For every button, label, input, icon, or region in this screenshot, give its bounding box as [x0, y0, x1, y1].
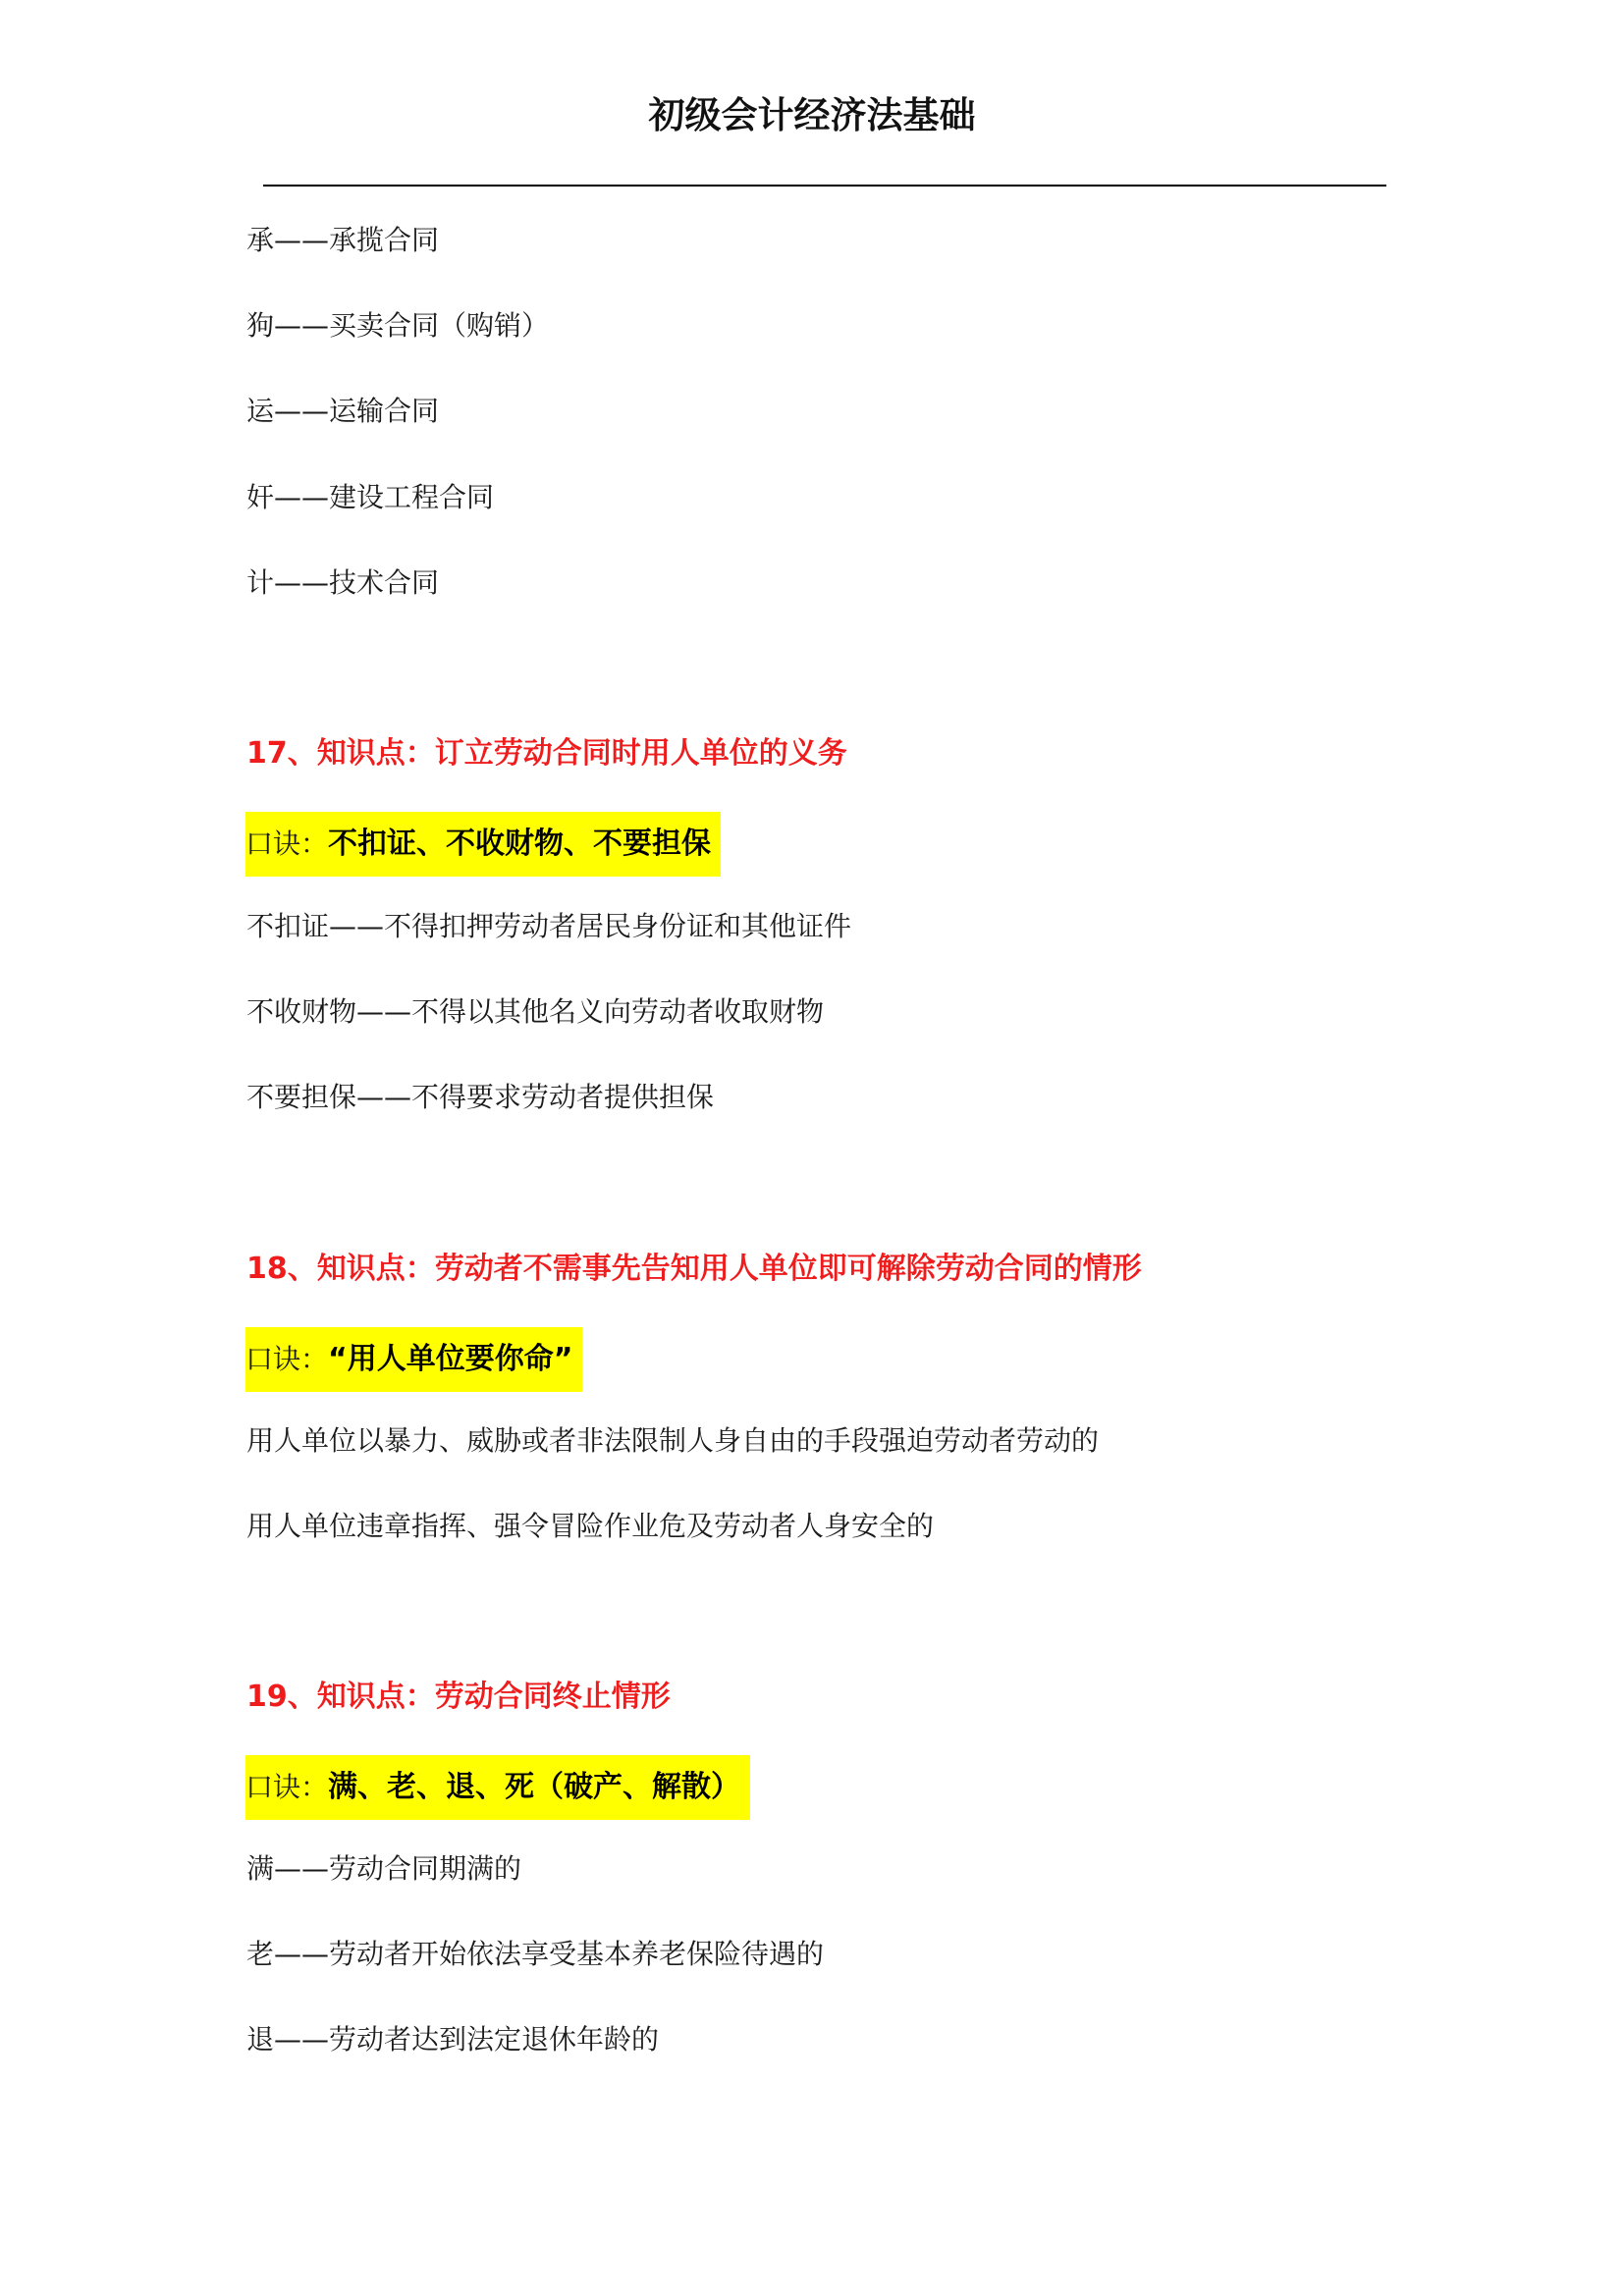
- list-item: 计——技术合同: [246, 566, 440, 599]
- page-title: 初级会计经济法基础: [648, 94, 976, 136]
- section-heading-19: 19、知识点：劳动合同终止情形: [246, 1680, 671, 1714]
- list-item: 不扣证——不得扣押劳动者居民身份证和其他证件: [246, 910, 852, 942]
- list-item: 老——劳动者开始依法享受基本养老保险待遇的: [246, 1938, 825, 1970]
- list-item: 满——劳动合同期满的: [246, 1852, 522, 1885]
- mnemonic-text: 不扣证、不收财物、不要担保: [328, 827, 712, 861]
- list-item: 运——运输合同: [246, 395, 440, 427]
- mnemonic-text: “用人单位要你命”: [328, 1342, 573, 1376]
- section-heading-17: 17、知识点：订立劳动合同时用人单位的义务: [246, 736, 847, 771]
- list-item: 承——承揽合同: [246, 224, 440, 256]
- list-item: 不要担保——不得要求劳动者提供担保: [246, 1081, 715, 1113]
- mnemonic-highlight-17: [245, 812, 721, 877]
- list-item: 退——劳动者达到法定退休年龄的: [246, 2023, 660, 2056]
- section-heading-18: 18、知识点：劳动者不需事先告知用人单位即可解除劳动合同的情形: [246, 1252, 1142, 1286]
- header-divider: [263, 185, 1386, 187]
- mnemonic-highlight-19: [245, 1755, 750, 1820]
- mnemonic-text: 满、老、退、死（破产、解散）: [328, 1770, 741, 1804]
- list-item: 奸——建设工程合同: [246, 481, 495, 513]
- mnemonic-highlight-18: [245, 1327, 582, 1392]
- list-item: 用人单位以暴力、威胁或者非法限制人身自由的手段强迫劳动者劳动的: [246, 1424, 1100, 1457]
- mnemonic-label: 口诀：: [245, 828, 329, 860]
- list-item: 狗——买卖合同（购销）: [246, 309, 550, 342]
- mnemonic-label: 口诀：: [245, 1343, 329, 1375]
- list-item: 不收财物——不得以其他名义向劳动者收取财物: [246, 995, 825, 1028]
- mnemonic-label: 口诀：: [245, 1771, 329, 1803]
- list-item: 用人单位违章指挥、强令冒险作业危及劳动者人身安全的: [246, 1510, 935, 1542]
